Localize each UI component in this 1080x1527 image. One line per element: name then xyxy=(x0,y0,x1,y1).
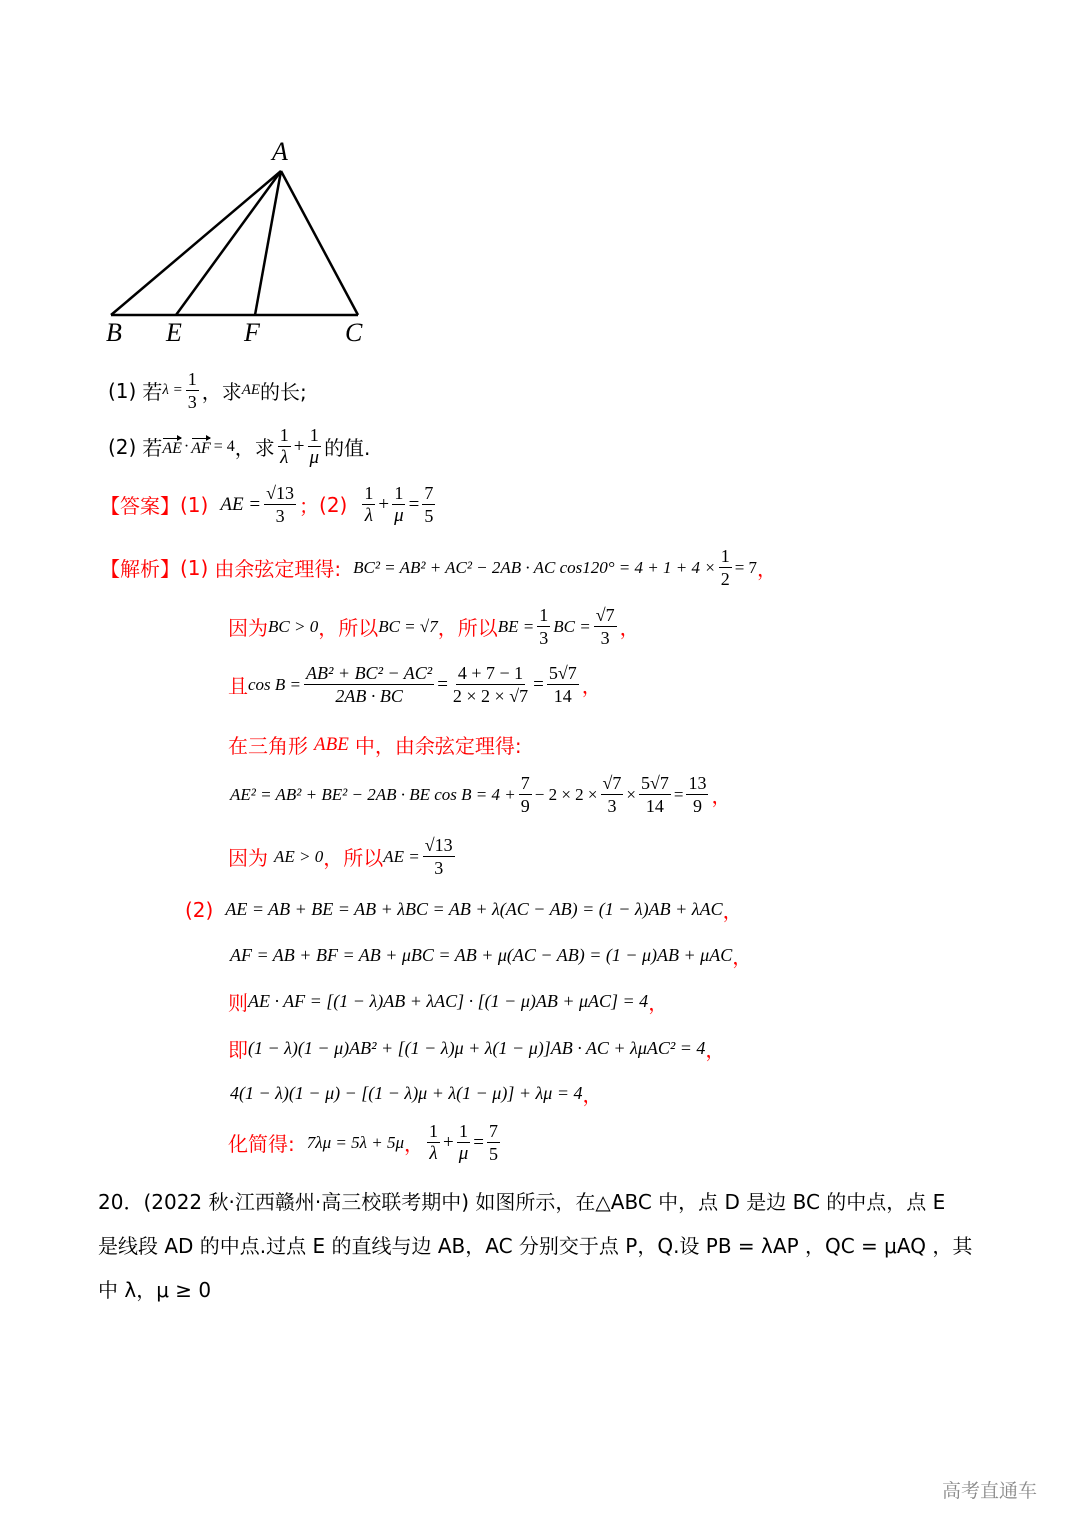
l2-f2-num: √7 xyxy=(595,605,615,625)
analysis-label: 【解析】 xyxy=(100,557,180,581)
answer-f1-den: λ xyxy=(364,505,373,526)
q2-qiu: ，求 xyxy=(234,436,275,460)
analysis-vec-line-1 xyxy=(185,895,743,924)
l5-f4-num: 13 xyxy=(688,773,707,793)
l6-m2: AE = xyxy=(383,846,420,866)
q2-vector-af: AF xyxy=(191,436,211,458)
l1-frac-num: 1 xyxy=(720,546,730,566)
segment-ac xyxy=(281,171,358,315)
question-1 xyxy=(108,368,307,413)
answer-plus: + xyxy=(378,493,390,515)
vec-line-1-math: AE = AB + BE = AB + λBC = AB + λ(AC − AB) = (1 − λ)AB + λAC xyxy=(225,899,723,919)
q2-f1-den: λ xyxy=(280,447,289,468)
analysis-vec-line-2 xyxy=(230,941,752,970)
l5-frac3 xyxy=(639,772,671,817)
q1-fraction xyxy=(186,368,199,413)
analysis-vec-line-3 xyxy=(228,987,668,1016)
analysis-vec-line-4 xyxy=(228,1034,725,1063)
vec-line-5-comma: ， xyxy=(582,1083,603,1107)
l6-so: ，所以 xyxy=(323,846,384,870)
q1-frac-den: 3 xyxy=(187,392,197,412)
l3-cosb: cos B = xyxy=(248,674,302,694)
analysis-part1: (1) xyxy=(180,555,209,580)
simplify-plus: + xyxy=(443,1131,454,1153)
q2-ruo: 若 xyxy=(142,436,163,460)
simplify-label: 化简得: xyxy=(228,1132,295,1156)
label-f: F xyxy=(244,318,260,347)
analysis-l1-frac xyxy=(719,545,732,590)
q2-eq: = 4 xyxy=(213,437,235,455)
q2-number: (2) xyxy=(108,434,137,459)
analysis-line-6 xyxy=(228,834,458,879)
problem-20-line-3: 中 λ，μ ≥ 0 xyxy=(98,1278,212,1302)
l5-math: AE² = AB² + BE² − 2AB · BE cos B = 4 + xyxy=(230,784,516,804)
vec-line-3-comma: ， xyxy=(648,991,669,1015)
l5-eq: = xyxy=(673,784,684,804)
answer-frac-lambda xyxy=(362,482,375,527)
segment-ab xyxy=(111,171,281,315)
l5-frac1 xyxy=(519,772,532,817)
l6-because: 因为 xyxy=(228,846,268,870)
simplify-f2-den: μ xyxy=(458,1143,469,1164)
l5-f1-num: 7 xyxy=(520,773,530,793)
q2-dot: · xyxy=(183,437,190,455)
simplify-eq: = xyxy=(473,1131,484,1153)
label-b: B xyxy=(106,318,122,347)
l5-f2-den: 3 xyxy=(607,796,617,816)
l5-f3-den: 14 xyxy=(645,796,664,816)
answer-f2-num: 1 xyxy=(394,483,404,503)
analysis-vec-line-5 xyxy=(230,1079,602,1108)
analysis-simplify-line xyxy=(228,1120,503,1165)
analysis-line-3 xyxy=(228,662,602,707)
analysis-l1-comma: ， xyxy=(757,557,778,581)
answer-ae-fraction xyxy=(264,482,296,527)
vec-line-2-math: AF = AB + BF = AB + μBC = AB + μ(AC − AB) = (1 − μ)AB + μAC xyxy=(230,945,733,965)
vec-line-3-math: AE · AF = [(1 − λ)AB + λAC] · [(1 − μ)AB + μAC] = 4 xyxy=(248,991,649,1011)
l4-text-a: 在三角形 xyxy=(228,734,308,758)
q2-f2-den: μ xyxy=(309,447,320,468)
l3-f3-num: 5√7 xyxy=(548,663,577,683)
l2-frac1 xyxy=(537,604,550,649)
l1-frac-den: 2 xyxy=(720,569,730,589)
label-e: E xyxy=(166,318,182,347)
l5-comma: ， xyxy=(711,784,732,808)
analysis-l1-text: 由余弦定理得: xyxy=(214,557,342,581)
answer-line xyxy=(100,482,438,527)
analysis-l1-math: BC² = AB² + AC² − 2AB · AC cos120° = 4 + 1 + 4 × xyxy=(353,557,716,577)
answer-sep: ； xyxy=(299,494,320,518)
analysis-part2: (2) xyxy=(185,897,214,922)
answer-result xyxy=(422,482,435,527)
q1-qiu: ，求 xyxy=(201,380,242,404)
triangle-figure xyxy=(90,130,390,350)
l2-f1-den: 3 xyxy=(539,628,549,648)
q1-lambda: λ = xyxy=(162,382,183,398)
l2-because: 因为 xyxy=(228,616,268,640)
q2-frac-mu xyxy=(308,424,322,469)
q1-number: (1) xyxy=(108,378,137,403)
answer-ae-den: 3 xyxy=(275,506,285,526)
q1-frac-num: 1 xyxy=(187,369,197,389)
l3-f3-den: 14 xyxy=(553,686,572,706)
answer-part1: (1) xyxy=(180,492,209,517)
l5-f1-den: 9 xyxy=(520,796,530,816)
label-a: A xyxy=(272,137,288,166)
l3-f1-num: AB² + BC² − AC² xyxy=(306,663,433,683)
vec-line-1-comma: ， xyxy=(722,899,743,923)
vec-line-4-ie: 即 xyxy=(228,1038,248,1062)
vec-line-5-math: 4(1 − λ)(1 − μ) − [(1 − λ)μ + λ(1 − μ)] + λμ = 4 xyxy=(230,1083,583,1103)
l3-eq2: = xyxy=(533,673,544,695)
l4-text-b: 中，由余弦定理得: xyxy=(354,734,522,758)
l6-m1: AE > 0 xyxy=(274,846,324,866)
l3-eq1: = xyxy=(437,673,448,695)
problem-20-line-2: 是线段 AD 的中点.过点 E 的直线与边 AB，AC 分别交于点 P，Q.设 PB = λAP ，QC = μAQ ，其 xyxy=(98,1234,973,1258)
answer-ae: AE = xyxy=(220,493,262,515)
l5-f3-num: 5√7 xyxy=(640,773,669,793)
simplify-f1-num: 1 xyxy=(429,1121,438,1141)
l2-f1-num: 1 xyxy=(539,605,549,625)
l2-m2: BC = √7 xyxy=(378,616,438,636)
l3-comma: ， xyxy=(581,674,602,698)
simplify-f1-den: λ xyxy=(429,1143,438,1164)
answer-label: 【答案】 xyxy=(100,494,180,518)
q2-frac-lambda xyxy=(278,424,291,469)
simplify-comma: ， xyxy=(404,1132,424,1156)
simplify-result-den: 5 xyxy=(488,1144,498,1164)
l2-so1: ，所以 xyxy=(318,616,379,640)
q1-ruo: 若 xyxy=(142,380,163,404)
answer-part2: (2) xyxy=(319,492,348,517)
l4-abe: ABE xyxy=(314,733,349,755)
q1-tail: 的长; xyxy=(260,380,307,404)
l3-f2-den: 2 × 2 × √7 xyxy=(452,686,529,706)
answer-eq: = xyxy=(408,493,420,515)
l5-f2-num: √7 xyxy=(602,773,622,793)
l2-comma: ， xyxy=(619,616,640,640)
l2-frac2 xyxy=(594,604,617,649)
l6-f-den: 3 xyxy=(434,858,444,878)
vec-line-2-comma: ， xyxy=(732,945,753,969)
q2-vector-ae: AE xyxy=(162,436,182,458)
q2-f1-num: 1 xyxy=(279,425,289,445)
l3-frac2 xyxy=(451,662,530,707)
answer-ae-num: √13 xyxy=(266,483,295,503)
l6-f-num: √13 xyxy=(424,835,453,855)
l2-m4: BC = xyxy=(553,616,591,636)
answer-frac-mu xyxy=(392,482,406,527)
segment-ae xyxy=(176,171,281,315)
l2-m1: BC > 0 xyxy=(268,616,319,636)
analysis-line-4 xyxy=(228,730,522,759)
analysis-line-5 xyxy=(230,772,731,817)
analysis-l1-tail: = 7 xyxy=(734,557,758,577)
l3-f2-num: 4 + 7 − 1 xyxy=(457,663,524,683)
vec-line-3-then: 则 xyxy=(228,991,248,1015)
answer-f2-den: μ xyxy=(394,505,404,526)
simplify-frac-lambda xyxy=(427,1120,440,1165)
vec-line-4-comma: ， xyxy=(705,1038,726,1062)
l3-frac3 xyxy=(547,662,579,707)
answer-f1-num: 1 xyxy=(364,483,374,503)
l2-f2-den: 3 xyxy=(600,628,610,648)
answer-result-den: 5 xyxy=(424,506,434,526)
simplify-frac-mu xyxy=(457,1120,471,1165)
segment-af xyxy=(255,171,281,315)
simplify-result xyxy=(487,1120,500,1165)
l3-and: 且 xyxy=(228,674,248,698)
simplify-f2-num: 1 xyxy=(458,1121,468,1141)
l5-times: × xyxy=(626,784,636,804)
l2-so2: ，所以 xyxy=(437,616,498,640)
l3-frac1 xyxy=(304,662,434,707)
l6-frac xyxy=(423,834,455,879)
question-2 xyxy=(108,424,370,469)
q2-tail: 的值. xyxy=(324,436,371,460)
q2-plus: + xyxy=(293,435,305,457)
l5-frac2 xyxy=(601,772,624,817)
q2-f2-num: 1 xyxy=(309,425,319,445)
l3-f1-den: 2AB · BC xyxy=(335,686,403,706)
l5-math2: − 2 × 2 × xyxy=(534,784,598,804)
analysis-line-2 xyxy=(228,604,640,649)
simplify-math: 7λμ = 5λ + 5μ xyxy=(306,1132,404,1152)
label-c: C xyxy=(345,318,363,347)
simplify-result-num: 7 xyxy=(488,1121,498,1141)
analysis-line-1 xyxy=(100,545,777,590)
l5-frac4 xyxy=(686,772,708,817)
q1-target: AE xyxy=(241,382,261,398)
l2-m3: BE = xyxy=(497,616,535,636)
watermark: 高考直通车 xyxy=(942,1480,1038,1502)
answer-result-num: 7 xyxy=(424,483,434,503)
l5-f4-den: 9 xyxy=(692,796,702,816)
vec-line-4-math: (1 − λ)(1 − μ)AB² + [(1 − λ)μ + λ(1 − μ)]AB · AC + λμAC² = 4 xyxy=(248,1038,706,1058)
problem-20-line-1: 20．(2022 秋·江西赣州·高三校联考期中) 如图所示，在△ABC 中，点 D 是边 BC 的中点，点 E xyxy=(98,1190,946,1214)
